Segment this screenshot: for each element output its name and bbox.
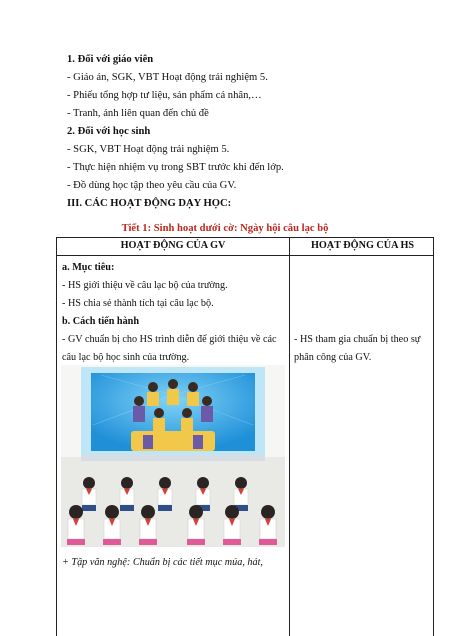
column-divider	[289, 238, 290, 636]
activity-table	[56, 237, 434, 636]
club-performance-illustration	[61, 365, 285, 547]
hs-text: phân công của GV.	[294, 352, 372, 363]
objective-heading: a. Mục tiêu:	[62, 262, 115, 273]
activity-text: + Tập văn nghệ: Chuẩn bị các tiết mục múa, hát,	[62, 557, 263, 568]
header-gv: HOẠT ĐỘNG CỦA GV	[120, 240, 226, 251]
section-3-heading: III. CÁC HOẠT ĐỘNG DẠY HỌC:	[67, 198, 232, 209]
objective-item: - HS giới thiệu về câu lạc bộ của trường.	[62, 280, 228, 291]
list-item: - Tranh, ảnh liên quan đến chủ đề	[67, 108, 209, 119]
header-divider	[57, 255, 433, 256]
list-item: - SGK, VBT Hoạt động trải nghiệm 5.	[67, 144, 230, 155]
list-item: - Thực hiện nhiệm vụ trong SBT trước khi đến lớp.	[67, 162, 284, 173]
list-item: - Giáo án, SGK, VBT Hoạt động trải nghiệm 5.	[67, 72, 268, 83]
method-text: - GV chuẩn bị cho HS trình diễn để giới thiệu về các	[62, 334, 277, 345]
list-item: - Đồ dùng học tập theo yêu cầu của GV.	[67, 180, 237, 191]
list-item: - Phiếu tổng hợp tư liệu, sản phẩm cá nhân,…	[67, 90, 262, 101]
section-1-heading: 1. Đối với giáo viên	[67, 54, 154, 65]
method-heading: b. Cách tiến hành	[62, 316, 139, 327]
hs-text: - HS tham gia chuẩn bị theo sự	[294, 334, 421, 345]
header-hs: HOẠT ĐỘNG CỦA HS	[310, 240, 415, 251]
section-2-heading: 2. Đối với học sinh	[67, 126, 151, 137]
lesson-title: Tiết 1: Sinh hoạt dưới cờ: Ngày hội câu lạc bộ	[121, 223, 329, 234]
objective-item: - HS chia sẻ thành tích tại câu lạc bộ.	[62, 298, 214, 309]
method-text: câu lạc bộ học sinh của trường.	[62, 352, 190, 363]
